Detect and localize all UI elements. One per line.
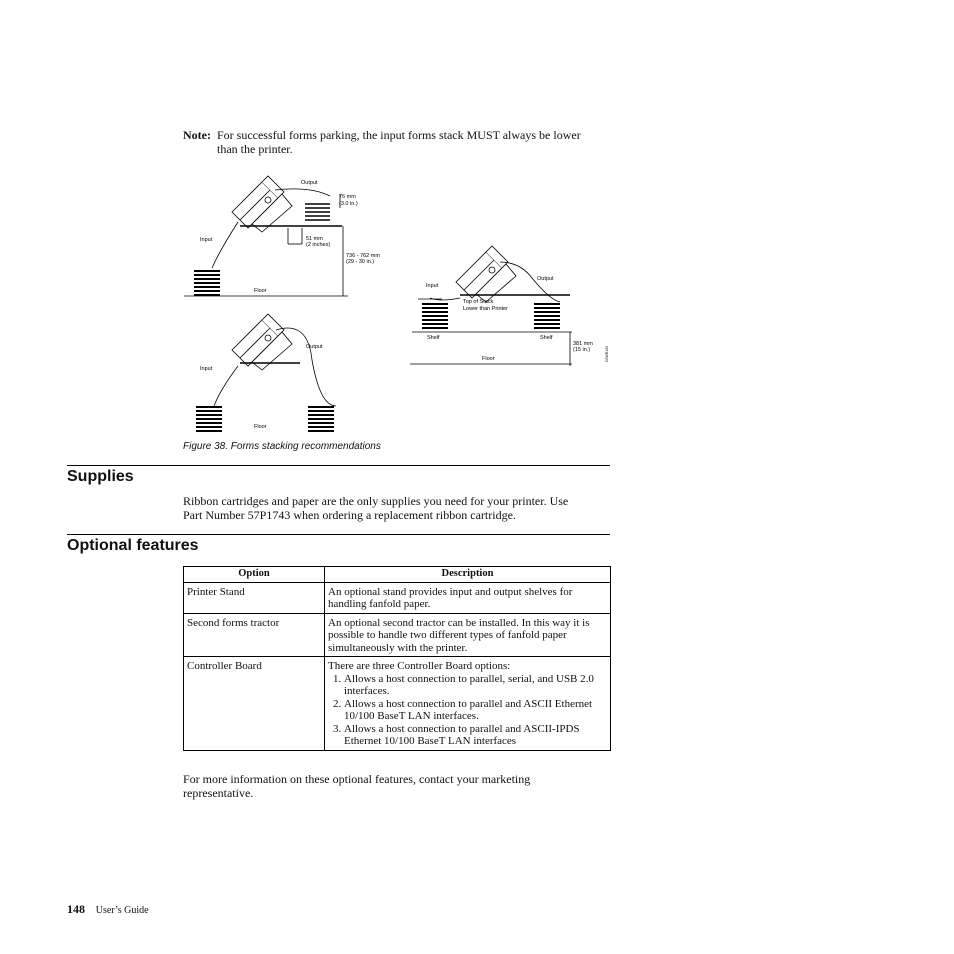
option-cell: Controller Board	[184, 657, 325, 751]
d1-dim2-a: 51 mm	[306, 236, 323, 242]
supplies-line-1: Ribbon cartridges and paper are the only supplies you need for your printer. Use	[183, 494, 569, 508]
closing-line-1: For more information on these optional features, contact your marketing	[183, 772, 531, 786]
d3-shelf-right: Shelf	[540, 335, 553, 341]
d1-dim1-a: 76 mm	[339, 194, 356, 200]
forms-stacking-figure	[180, 170, 620, 432]
diagram-top-left	[184, 176, 380, 296]
diagram-bottom-left	[196, 314, 336, 432]
d2-output-label: Output	[306, 344, 323, 350]
optional-features-heading: Optional features	[67, 537, 199, 554]
d3-floor-label: Floor	[482, 356, 495, 362]
list-item: 1. Allows a host connection to parallel, serial, and USB 2.0 interfaces.	[344, 673, 607, 698]
description-cell	[325, 657, 611, 751]
d1-dim1-b: (3.0 in.)	[339, 201, 358, 207]
note-label: Note:	[183, 128, 211, 142]
list-item: 2. Allows a host connection to parallel and ASCII Ethernet 10/100 BaseT LAN interfaces.	[344, 698, 607, 723]
d3-top-b: Lower than Printer	[463, 306, 508, 312]
option-cell: Second forms tractor	[184, 613, 325, 657]
d1-dim2-b: (2 inches)	[306, 242, 331, 248]
note-line-2: than the printer.	[217, 142, 293, 156]
d3-dim-b: (15 in.)	[573, 347, 591, 353]
note-paragraph	[183, 128, 613, 156]
d3-code: C0WR100	[605, 345, 609, 362]
d1-floor-label: Floor	[254, 288, 267, 294]
supplies-line-2: Part Number 57P1743 when ordering a replacement ribbon cartridge.	[183, 508, 516, 522]
description-cell: An optional stand provides input and output shelves for handling fanfold paper.	[325, 582, 611, 613]
footer-title: User’s Guide	[95, 905, 149, 916]
note-line-1: For successful forms parking, the input forms stack MUST always be lower	[216, 128, 581, 142]
optional-rule	[67, 534, 610, 535]
d1-output-label: Output	[301, 180, 318, 186]
supplies-heading: Supplies	[67, 468, 134, 485]
diagram-right	[410, 246, 609, 366]
closing-line-2: representative.	[183, 786, 254, 800]
d1-dim3-a: 736 - 762 mm	[346, 253, 380, 259]
d1-dim3-b: (29 - 30 in.)	[346, 259, 375, 265]
d3-dim-a: 381 mm	[573, 341, 593, 347]
d3-top-a: Top of Stack	[463, 299, 494, 305]
description-cell: An optional second tractor can be installed. In this way it is possible to handle two different types of fanfold paper simultaneously with the printer.	[325, 613, 611, 657]
d2-floor-label: Floor	[254, 424, 267, 430]
supplies-paragraph	[183, 494, 613, 522]
table-header-row	[184, 567, 611, 583]
page-footer	[67, 902, 149, 917]
optional-features-table	[183, 566, 611, 751]
figure-caption: Figure 38. Forms stacking recommendations	[183, 441, 381, 452]
d1-input-label: Input	[200, 237, 213, 243]
d2-input-label: Input	[200, 366, 213, 372]
table-row	[184, 657, 611, 751]
controller-options-list	[328, 673, 607, 748]
description-intro: There are three Controller Board options:	[328, 660, 511, 672]
header-option: Option	[184, 567, 325, 583]
list-item: 3. Allows a host connection to parallel and ASCII-IPDS Ethernet 10/100 BaseT LAN interfaces	[344, 723, 607, 748]
table-row	[184, 582, 611, 613]
d3-shelf-left: Shelf	[427, 335, 440, 341]
header-description: Description	[325, 567, 611, 583]
d3-output-label: Output	[537, 276, 554, 282]
table-row	[184, 613, 611, 657]
closing-paragraph	[183, 772, 613, 800]
supplies-rule	[67, 465, 610, 466]
d3-input-label: Input	[426, 283, 439, 289]
page-number: 148	[67, 902, 85, 916]
option-cell: Printer Stand	[184, 582, 325, 613]
